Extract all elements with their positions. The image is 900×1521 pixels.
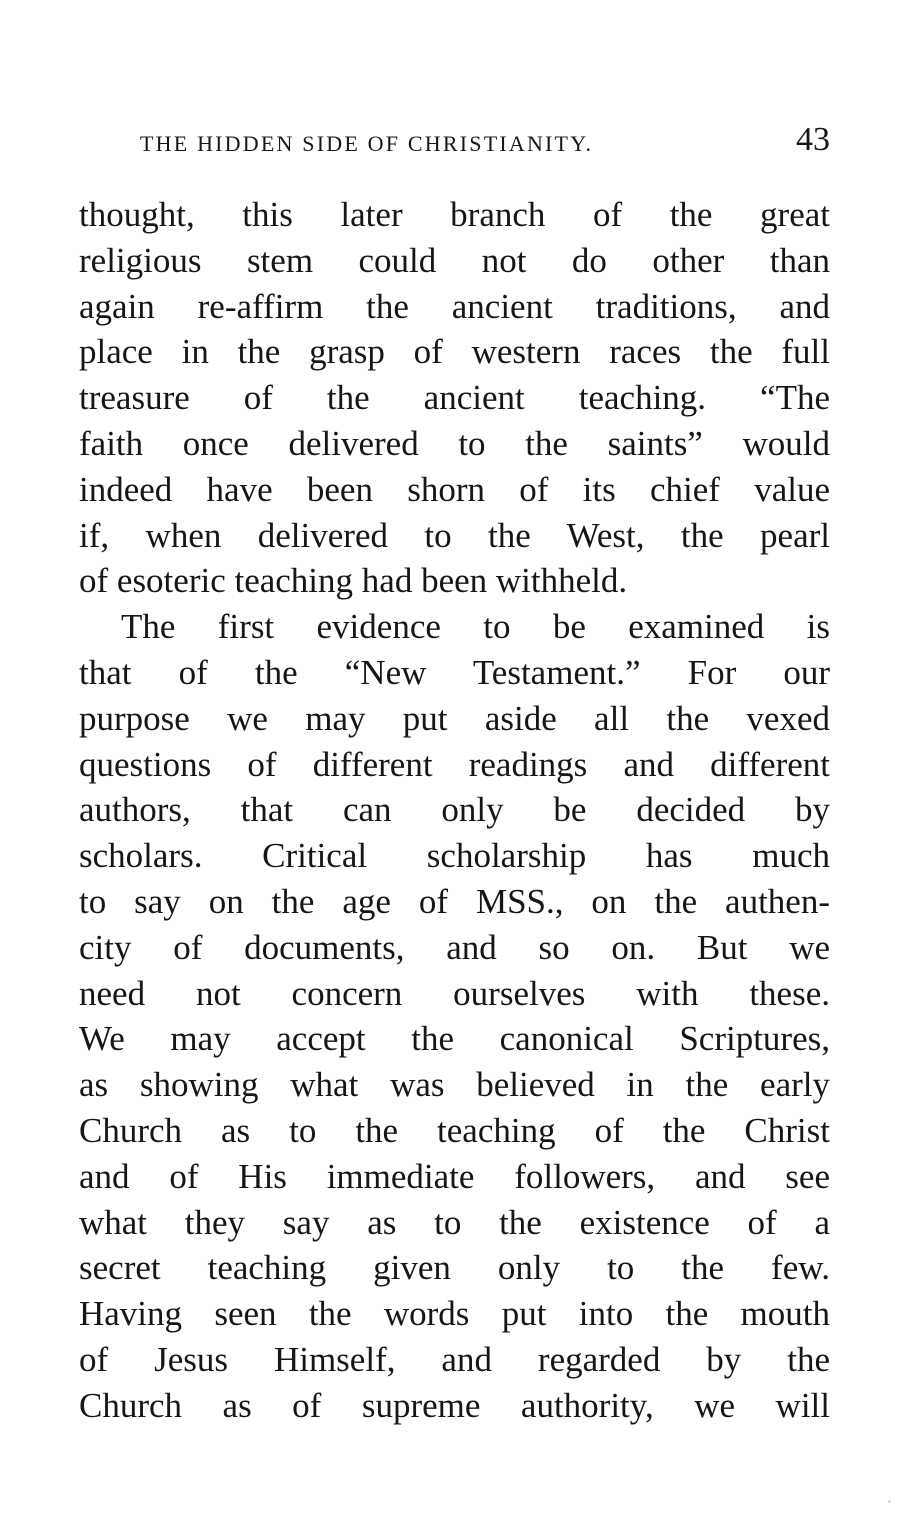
running-head (140, 121, 830, 164)
text-line: to say on the age of MSS., on the authen- (79, 881, 830, 921)
text-line: purpose we may put aside all the vexed (79, 698, 830, 738)
paper-speck (888, 1500, 891, 1503)
text-line: if, when delivered to the West, the pearl (79, 515, 830, 555)
text-line: We may accept the canonical Scriptures, (79, 1019, 830, 1059)
body-text (79, 192, 830, 1429)
text-line: again re-affirm the ancient traditions, and (79, 286, 830, 326)
running-title: THE HIDDEN SIDE OF CHRISTIANITY. (140, 131, 594, 156)
paragraph-end-line: of esoteric teaching had been withheld. (79, 561, 628, 601)
text-line: place in the grasp of western races the full (79, 332, 830, 372)
text-line: thought, this later branch of the great (79, 195, 830, 234)
text-line: as showing what was believed in the early (79, 1065, 830, 1105)
text-line: of Jesus Himself, and regarded by the (79, 1339, 830, 1379)
text-line: secret teaching given only to the few. (79, 1248, 830, 1288)
text-line: treasure of the ancient teaching. “The (79, 378, 830, 418)
text-line: city of documents, and so on. But we (79, 927, 830, 967)
text-line: Church as to the teaching of the Christ (79, 1110, 830, 1150)
text-line: authors, that can only be decided by (79, 790, 830, 830)
page-number: 43 (796, 121, 830, 158)
text-line: indeed have been shorn of its chief value (79, 469, 830, 509)
text-line: questions of different readings and different (79, 744, 830, 784)
text-line: need not concern ourselves with these. (79, 973, 830, 1013)
text-line: faith once delivered to the saints” would (79, 423, 830, 463)
text-line: scholars. Critical scholarship has much (79, 836, 830, 876)
text-line: religious stem could not do other than (79, 240, 830, 280)
text-line: Having seen the words put into the mouth (79, 1294, 830, 1334)
text-line: what they say as to the existence of a (79, 1202, 830, 1242)
paragraph-start-line: The first evidence to be examined is (121, 607, 830, 647)
text-line: Church as of supreme authority, we will (79, 1385, 830, 1425)
text-line: that of the “New Testament.” For our (79, 652, 830, 692)
text-line: and of His immediate followers, and see (79, 1156, 830, 1196)
